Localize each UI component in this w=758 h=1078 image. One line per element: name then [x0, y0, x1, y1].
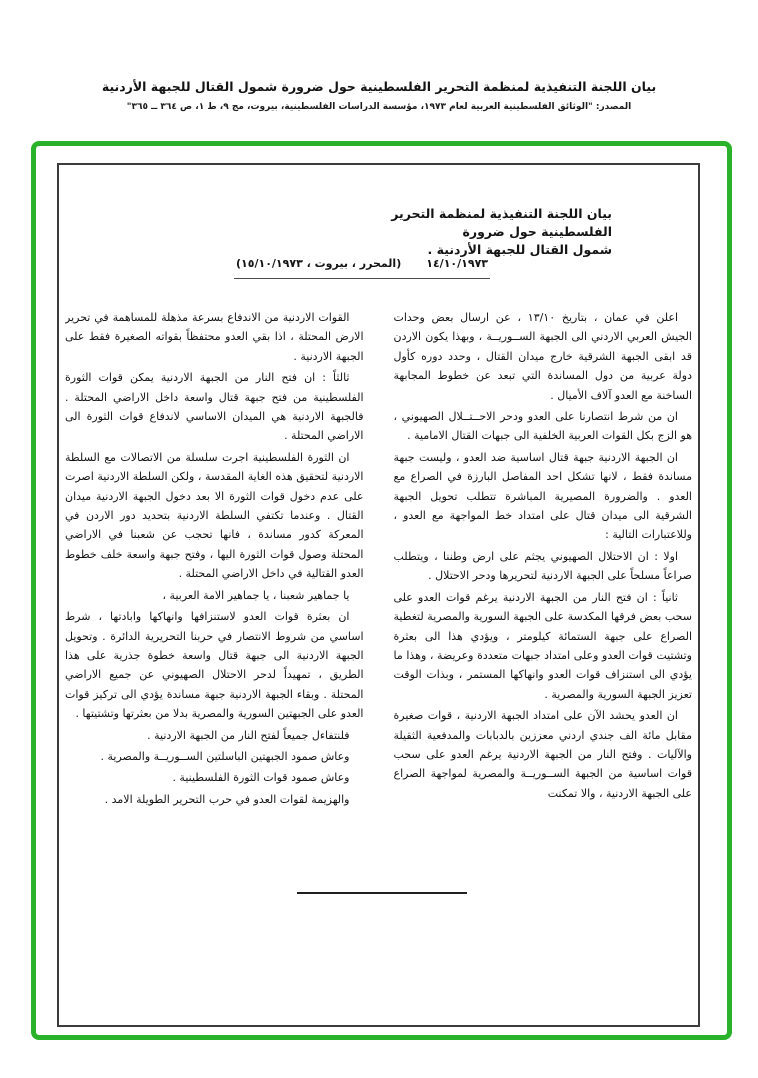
page-header-title: بيان اللجنة التنفيذية لمنظمة التحرير الفلسطينية حول ضرورة شمول القتال للجبهة الأردنية	[101, 79, 657, 94]
paragraph: فلنتفاءل جميعاً لفتح النار من الجبهة الاردنية .	[147, 728, 350, 742]
paragraph: اولا : ان الاحتلال الصهيوني يجثم على ارض وطننا ، ويتطلب صراعاً مسلحاً على الجبهة الاردنية لتحريرها ودحر الاحتلال .	[393, 549, 692, 583]
text-columns	[65, 308, 692, 882]
document-date-row	[236, 257, 488, 270]
column-right	[394, 308, 693, 882]
paragraph: ثالثاً : ان فتح النار من الجبهة الاردنية يمكن قوات الثورة الفلسطينية من فتح جبهة قتال واسعة داخل الاراضي المحتلة . فالجبهة الاردنية هي الميدان الاساسي لاندفاع قوات الثورة الى الاراضي المحتلة .	[65, 371, 364, 443]
bottom-rule	[297, 892, 467, 894]
paragraph: ان الثورة الفلسطينية اجرت سلسلة من الاتصالات مع السلطة الاردنية لتحقيق هذه الغاية المقدسة ، ولكن السلطة الاردنية اصرت على عدم دخول قوات الثورة الا بعد دخول الجبهة الاردنية ميدان القتال . وعندما تكتفي السلطة الاردنية بتحديد دور الاردن في المعركة كدور مساندة ، فانها تحجب عن شعبنا في الاراضي المحتلة وصول قوات الثورة اليها ، وفتح جبهة واسعة خلف خطوط العدو القتالية في داخل الاراضي المحتلة .	[65, 450, 364, 581]
page-header-source: المصدر: "الوثائق الفلسطينية العربية لعام ١٩٧٣، مؤسسة الدراسات الفلسطينية، بيروت، مج ٩، ط ١، ص ٣٦٤ ــ ٣٦٥"	[126, 102, 632, 112]
paragraph: اعلن في عمان ، بتاريخ ١٣/١٠ ، عن ارسال بعض وحدات الجيش العربي الاردني الى الجبهة الســوريــة ، وبهذا يكون الاردن قد ابقى الجبهة الشرقية خارج ميدان القتال ، وحدد دوره كأول دولة عربية من دول المساندة التي تبعد عن خطوط المجابهة الساخنة مع العدو آلاف الأميال .	[393, 311, 692, 402]
paragraph: ان بعثرة قوات العدو لاستنزافها وانهاكها وابادتها ، شرط اساسي من شروط الانتصار في حربنا التحريرية الدائرة . وتحويل الجبهة الاردنية الى جبهة قتال واسعة خطوة جذرية على هذا الطريق ، تمهيداً لدحر الاحتلال الصهيوني عن جميع الاراضي المحتلة . وبقاء الجبهة الاردنية جبهة مساندة يؤدي الى تركيز قوات العدو على الجبهتين السورية والمصرية بدلا من بعثرتها وتشتيتها .	[65, 610, 364, 721]
paragraph: وعاش صمود قوات الثورة الفلسطينية .	[172, 771, 350, 785]
page-header	[0, 79, 758, 112]
document-date: ١٤/١٠/١٩٧٣	[426, 257, 488, 270]
document-scan	[57, 163, 700, 1027]
paragraph: وعاش صمود الجبهتين الباسلتين الســوريــة والمصرية .	[100, 749, 350, 763]
paragraph: والهزيمة لقوات العدو في حرب التحرير الطويلة الامد .	[104, 792, 350, 806]
paragraph: القوات الاردنية من الاندفاع بسرعة مذهلة للمساهمة في تحرير الارض المحتلة ، اذا بقي العدو محتفظاً بقواته الصغيرة فقط على الجبهة الاردنية .	[65, 311, 364, 363]
document-date-source: (المحرر ، بيروت ، ١٥/١٠/١٩٧٣)	[236, 257, 402, 270]
paragraph: ان من شرط انتصارنا على العدو ودحر الاحــتــلال الصهيوني ، هو الزج بكل القوات العربية الخلفية الى جبهات القتال الامامية .	[393, 410, 692, 443]
date-underline	[234, 278, 490, 279]
document-title	[346, 205, 612, 259]
green-frame	[31, 141, 732, 1040]
document-title-line2: شمول القتال للجبهة الأردنية .	[427, 242, 612, 257]
paragraph: ان العدو يحشد الآن على امتداد الجبهة الاردنية ، قوات صغيرة مقابل مائة الف جندي اردني معززين بالدبابات والمدفعية الثقيلة والآليات . وفتح النار من الجبهة الاردنية يرغم العدو على سحب قوات اساسية من الجبهة الســوريــة والمصرية لمواجهة الصراع على الجبهة الاردنية ، والا تمكنت	[393, 709, 692, 800]
column-left	[65, 308, 364, 882]
paragraph: يا جماهير شعبنا ، يا جماهير الامة العربية ،	[162, 588, 350, 602]
paragraph: ثانياً : ان فتح النار من الجبهة الاردنية يرغم قوات العدو على سحب بعض فرقها المكدسة على الجبهة السورية والمصرية لتغطية الصراع على جبهة الستمائة كيلومتر ، ويؤدي هذا الى بعثرة وتشتيت قوات العدو وعلى امتداد جبهات متعددة وعريضة ، وهذا ما يؤدي الى استنزاف قوات العدو وانهاكها المستمر ، وبذات الوقت تعزيز الجبهة السورية والمصرية .	[393, 590, 692, 701]
document-title-line1: بيان اللجنة التنفيذية لمنظمة التحرير الفلسطينية حول ضرورة	[391, 206, 612, 239]
paragraph: ان الجبهة الاردنية جبهة قتال اساسية ضد العدو ، وليست جبهة مساندة فقط ، لانها تشكل احد المفاصل البارزة في الصراع مع العدو . والضرورة المصيرية المباشرة تتطلب تحويل الجبهة الشرقية الى ميدان قتال على امتداد خط المواجهة مع العدو ، وللاعتبارات التالية :	[393, 450, 692, 542]
